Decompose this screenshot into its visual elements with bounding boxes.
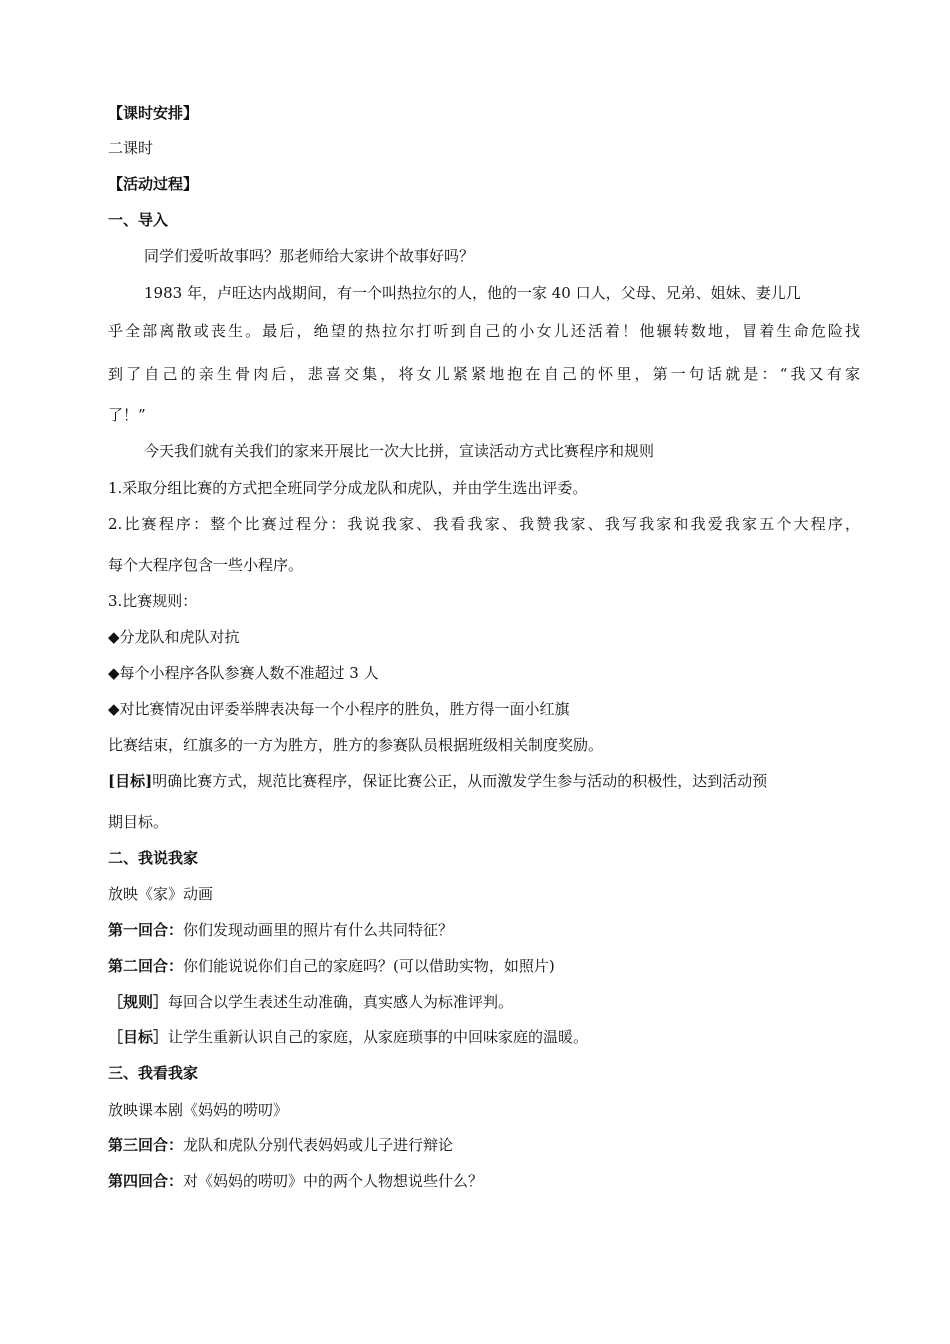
goal-label: ［目标］ [108, 1028, 169, 1046]
section-3-heading: 三、我看我家 [108, 1064, 199, 1082]
round-3-text: 龙队和虎队分别代表妈妈或儿子进行辩论 [183, 1136, 454, 1154]
contest-item-3: 3.比赛规则： [108, 592, 198, 610]
round-3 [108, 1135, 453, 1155]
schedule-value: 二课时 [108, 139, 154, 157]
round-4-label: 第四回合： [108, 1172, 184, 1190]
rule-label: ［规则］ [108, 993, 169, 1011]
round-1 [108, 920, 453, 940]
round-4 [108, 1171, 483, 1191]
story-line-1: 1983 年，卢旺达内战期间，有一个叫热拉尔的人，他的一家 40 口人，父母、兄弟、姐妹、妻儿几 [144, 284, 801, 302]
rule-bullet-2: ◆每个小程序各队参赛人数不准超过 3 人 [108, 664, 379, 682]
story-line-4: 了！” [108, 406, 146, 424]
goal-text: 让学生重新认识自己的家庭，从家庭琐事的中回味家庭的温暖。 [168, 1028, 589, 1046]
goal-label: [目标] [108, 772, 153, 790]
section-2-rule [108, 992, 513, 1012]
intro-question: 同学们爱听故事吗？那老师给大家讲个故事好吗？ [144, 247, 475, 265]
contest-item-2-line-2: 每个大程序包含一些小程序。 [108, 556, 304, 574]
goal-text-line-1: 明确比赛方式，规范比赛程序，保证比赛公正，从而激发学生参与活动的积极性，达到活动预 [152, 772, 768, 790]
section-2-heading: 二、我说我家 [108, 849, 199, 867]
story-line-2: 乎全部离散或丧生。最后，绝望的热拉尔打听到自己的小女儿还活着！他辗转数地，冒着生命危险找 [108, 322, 860, 340]
round-1-text: 你们发现动画里的照片有什么共同特征？ [183, 921, 454, 939]
section-1-goal [108, 771, 860, 791]
section-2-play: 放映《家》动画 [108, 885, 214, 903]
round-2-text: 你们能说说你们自己的家庭吗？(可以借助实物，如照片) [183, 957, 555, 975]
rule-bullet-1: ◆分龙队和虎队对抗 [108, 628, 240, 646]
round-4-text: 对《妈妈的唠叨》中的两个人物想说些什么？ [183, 1172, 484, 1190]
section-1-heading: 一、导入 [108, 211, 169, 229]
rule-bullet-3: ◆对比赛情况由评委举牌表决每一个小程序的胜负，胜方得一面小红旗 [108, 700, 570, 718]
contest-intro: 今天我们就有关我们的家来开展比一次大比拼，宣读活动方式比赛程序和规则 [144, 442, 655, 460]
section-3-play: 放映课本剧《妈妈的唠叨》 [108, 1101, 289, 1119]
section-2-goal [108, 1027, 588, 1047]
rule-text: 每回合以学生表述生动准确，真实感人为标准评判。 [168, 993, 514, 1011]
round-3-label: 第三回合： [108, 1136, 184, 1154]
contest-item-1: 1.采取分组比赛的方式把全班同学分成龙队和虎队，并由学生选出评委。 [108, 479, 588, 497]
contest-end: 比赛结束，红旗多的一方为胜方，胜方的参赛队员根据班级相关制度奖励。 [108, 736, 604, 754]
round-2 [108, 956, 555, 976]
process-heading: 【活动过程】 [108, 175, 199, 193]
schedule-heading: 【课时安排】 [108, 104, 199, 122]
round-2-label: 第二回合： [108, 957, 184, 975]
round-1-label: 第一回合： [108, 921, 184, 939]
goal-text-line-2: 期目标。 [108, 813, 169, 831]
contest-item-2-line-1: 2.比赛程序：整个比赛过程分：我说我家、我看我家、我赞我家、我写我家和我爱我家五个大程序， [108, 515, 860, 533]
story-line-3: 到了自己的亲生骨肉后，悲喜交集，将女儿紧紧地抱在自己的怀里，第一句话就是：“我又有家 [108, 365, 860, 383]
